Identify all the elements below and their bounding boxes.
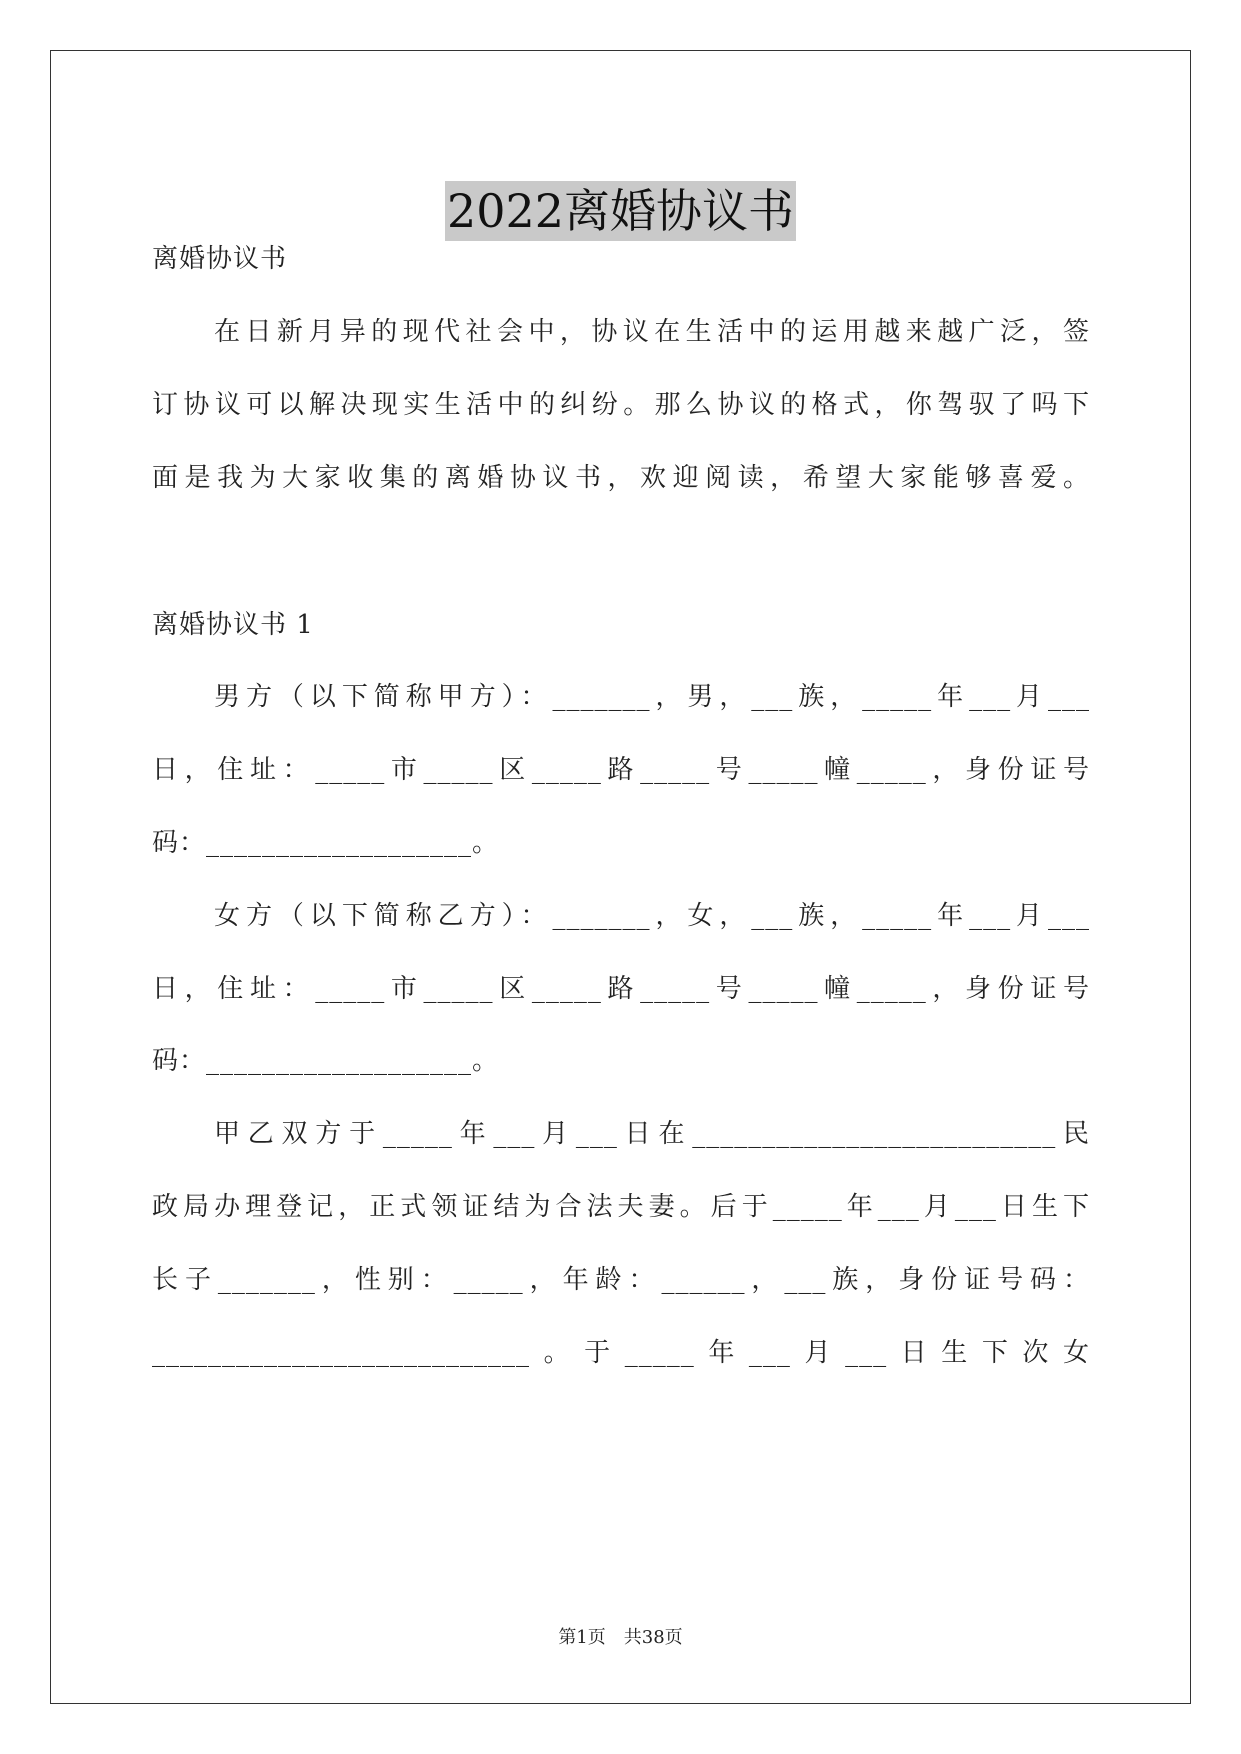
female-line-3: 码：___________________。 [152, 1046, 500, 1076]
page-border [50, 50, 1191, 1704]
marriage-line-4: ___________________________。于_____年___月___日生下次女 [152, 1338, 1090, 1368]
intro-line-3: 面是我为大家收集的离婚协议书，欢迎阅读，希望大家能够喜爱。 [152, 463, 1090, 493]
subtitle: 离婚协议书 [152, 244, 288, 274]
male-line-2: 日，住址：_____市_____区_____路_____号_____幢_____，身份证号 [152, 755, 1090, 785]
female-line-1: 女方（以下简称乙方）：_______，女，___族，_____年___月___ [214, 901, 1090, 931]
male-line-3: 码：___________________。 [152, 828, 500, 858]
marriage-line-3: 长子_______，性别：_____，年龄：______，___族，身份证号码： [152, 1265, 1090, 1295]
intro-line-1: 在日新月异的现代社会中，协议在生活中的运用越来越广泛，签 [214, 317, 1090, 347]
document-title: 2022离婚协议书 [445, 181, 796, 241]
marriage-line-2: 政局办理登记，正式领证结为合法夫妻。后于_____年___月___日生下 [152, 1192, 1090, 1222]
male-line-1: 男方（以下简称甲方）：_______，男，___族，_____年___月___ [214, 682, 1090, 712]
page-footer: 第1页 共38页 [558, 1627, 683, 1648]
female-line-2: 日，住址：_____市_____区_____路_____号_____幢_____，身份证号 [152, 974, 1090, 1004]
intro-line-2: 订协议可以解决现实生活中的纠纷。那么协议的格式，你驾驭了吗下 [152, 390, 1090, 420]
section-heading: 离婚协议书 1 [152, 610, 314, 640]
marriage-line-1: 甲乙双方于_____年___月___日在__________________________民 [214, 1119, 1090, 1149]
